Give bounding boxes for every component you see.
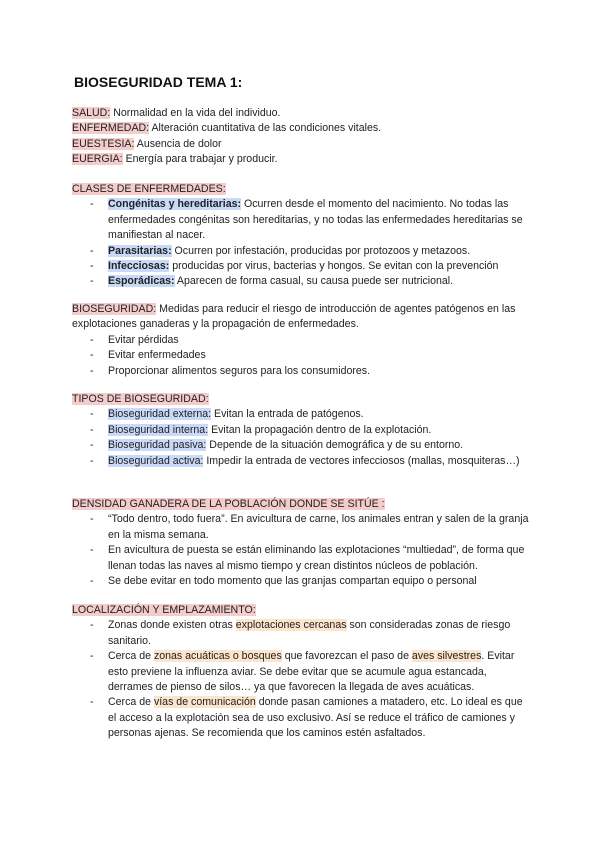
densidad-section (72, 497, 532, 589)
list-item: - “Todo dentro, todo fuera”. En avicultura de carne, los animales entran y salen de la granja en la misma semana. (90, 513, 529, 541)
term-activa: Bioseguridad activa: (108, 454, 204, 467)
localizacion-list (72, 618, 532, 741)
densidad-list (72, 512, 532, 589)
clases-list (72, 197, 532, 289)
term-euestesia: EUESTESIA: (72, 137, 135, 150)
definition-salud (72, 106, 532, 121)
tipos-section (72, 392, 532, 469)
term-interna: Bioseguridad interna: (108, 423, 209, 436)
definition-enfermedad (72, 121, 532, 136)
list-item: - Bioseguridad externa: Evitan la entrada de patógenos. (90, 408, 364, 421)
section-heading-clases: CLASES DE ENFERMEDADES: (72, 183, 226, 195)
list-item: - Infecciosas: producidas por virus, bacterias y hongos. Se evitan con la prevención (90, 260, 499, 273)
localizacion-section (72, 603, 532, 742)
term-congenitas: Congénitas y hereditarias: (108, 198, 242, 211)
list-item: - Evitar enfermedades (90, 349, 206, 362)
list-item: - Bioseguridad activa: Impedir la entrada de vectores infecciosos (mallas, mosquiteras…) (90, 454, 520, 467)
list-item: - Parasitarias: Ocurren por infestación, producidas por protozoos y metazoos. (90, 244, 471, 257)
highlight-vias: vías de comunicación (153, 696, 256, 709)
tipos-list (72, 407, 532, 469)
definitions-block (72, 106, 532, 168)
bioseguridad-definition: BIOSEGURIDAD: Medidas para reducir el riesgo de introducción de agentes patógenos en las explotaciones ganaderas y la propagación de enfermedades. (72, 303, 516, 331)
definition-euergia (72, 152, 532, 167)
term-salud: SALUD: (72, 107, 111, 119)
section-heading-densidad: DENSIDAD GANADERA DE LA POBLACIÓN DONDE SE SITÚE : (72, 498, 385, 510)
list-item: - Bioseguridad pasiva: Depende de la situación demográfica y de su entorno. (90, 439, 464, 452)
list-item: - Proporcionar alimentos seguros para los consumidores. (90, 364, 371, 377)
term-esporadicas: Esporádicas: (108, 275, 175, 288)
list-item: - Bioseguridad interna: Evitan la propagación dentro de la explotación. (90, 423, 432, 436)
term-euergia: EUERGIA: (72, 153, 123, 166)
term-pasiva: Bioseguridad pasiva: (108, 439, 207, 452)
bioseguridad-section (72, 302, 532, 379)
term-infecciosas: Infecciosas: (108, 260, 170, 273)
definition-euestesia (72, 137, 532, 152)
list-item: - Se debe evitar en todo momento que las granjas compartan equipo o personal (90, 575, 477, 588)
list-item: - Cerca de vías de comunicación donde pasan camiones a matadero, etc. Lo ideal es que el acceso a la explotación sea de uso exclusivo. Así se reduce el tráfico de camiones y personas ajenas. Se recomienda que los caminos estén asfaltados. (90, 696, 523, 740)
list-item: - Evitar pérdidas (90, 333, 179, 346)
section-heading-localizacion: LOCALIZACIÓN Y EMPLAZAMIENTO: (72, 604, 256, 616)
highlight-aves-silvestres: aves silvestres (411, 650, 482, 663)
bioseguridad-list (72, 333, 532, 379)
definition-text: Ausencia de dolor (134, 137, 222, 150)
list-item: - Esporádicas: Aparecen de forma casual, su causa puede ser nutricional. (90, 275, 454, 288)
term-externa: Bioseguridad externa: (108, 408, 212, 421)
list-item: - Cerca de zonas acuáticas o bosques que favorezcan el paso de aves silvestres. Evitar esto previene la influenza aviar. Se debe evitar que se acumule agua estancada, derrames de pienso de silos… ya que favorecen la llegada de aves acuáticas. (90, 650, 515, 694)
definition-text: Energía para trabajar y producir. (122, 153, 278, 166)
clases-section (72, 182, 532, 290)
section-heading-tipos: TIPOS DE BIOSEGURIDAD: (72, 393, 209, 405)
term-parasitarias: Parasitarias: (108, 244, 172, 257)
list-item: - En avicultura de puesta se están eliminando las explotaciones “multiedad”, de forma que llenan todas las naves al mismo tiempo y crean distintos núcleos de población. (90, 544, 525, 572)
term-enfermedad: ENFERMEDAD: (72, 122, 150, 135)
term-bioseguridad: BIOSEGURIDAD: (72, 303, 157, 315)
list-item: - Zonas donde existen otras explotaciones cercanas son consideradas zonas de riesgo sanitario. (90, 619, 511, 647)
highlight-zonas-acuaticas: zonas acuáticas o bosques (153, 650, 282, 663)
highlight-explotaciones: explotaciones cercanas (235, 619, 347, 632)
page-title: BIOSEGURIDAD TEMA 1: (74, 74, 243, 90)
definition-text: Alteración cuantitativa de las condiciones vitales. (149, 122, 382, 135)
list-item: - Congénitas y hereditarias: Ocurren desde el momento del nacimiento. No todas las enfermedades congénitas son hereditarias, y no todas las enfermedades hereditarias se manifiestan al nacer. (90, 198, 523, 242)
definition-text: Normalidad en la vida del individuo. (110, 107, 281, 119)
